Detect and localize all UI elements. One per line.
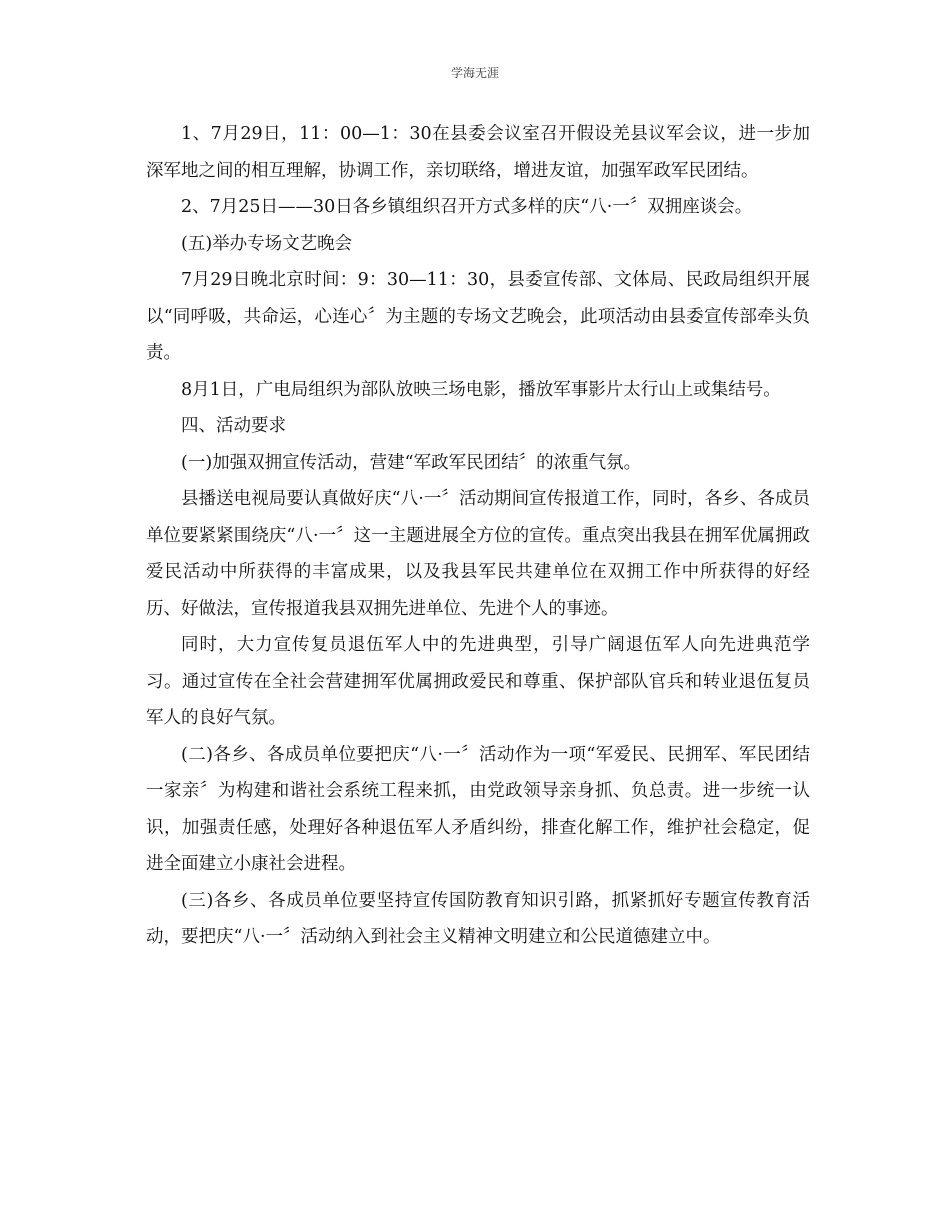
paragraph-leadership: (二)各乡、各成员单位要把庆“八·一〞活动作为一项“军爱民、民拥军、军民团结一家亲〞为构建和谐社会系统工程来抓，由党政领导亲身抓、负总责。进一步统一认识，加强责任感，处理好各种退伍军人矛盾纠纷，排查化解工作，维护社会稳定，促进全面建立小康社会进程。	[146, 744, 810, 874]
paragraph-broadcast: 县播送电视局要认真做好庆“八·一〞活动期间宣传报道工作，同时，各乡、各成员单位要紧紧围绕庆“八·一〞这一主题进展全方位的宣传。重点突出我县在拥军优属拥政爱民活动中所获得的丰富成果，以及我县军民共建单位在双拥工作中所获得的好经历、好做法，宣传报道我县双拥先进单位、先进个人的事迹。	[146, 489, 810, 619]
paragraph-meeting: 1、7月29日，11：00—1：30在县委会议室召开假设羌县议军会议，进一步加深军地之间的相互理解，协调工作，亲切联络，增进友谊，加强军政军民团结。	[146, 124, 810, 181]
section-heading-gala: (五)举办专场文艺晚会	[181, 233, 353, 254]
paragraph-forum: 2、7月25日——30日各乡镇组织召开方式多样的庆“八·一〞双拥座谈会。	[181, 197, 753, 217]
document-body	[146, 116, 810, 956]
page-header: 学海无涯	[450, 66, 499, 80]
section-heading-requirements: 四、活动要求	[181, 416, 286, 436]
paragraph-movies: 8月1日，广电局组织为部队放映三场电影，播放军事影片太行山上或集结号。	[181, 379, 781, 400]
paragraph-gala: 7月29日晚北京时间：9：30—11：30，县委宣传部、文体局、民政局组织开展以“同呼吸，共命运，心连心〞为主题的专场文艺晚会，此项活动由县委宣传部牵头负责。	[146, 270, 810, 363]
paragraph-defense-education: (三)各乡、各成员单位要坚持宣传国防教育知识引路，抓紧抓好专题宣传教育活动，要把庆“八·一〞活动纳入到社会主义精神文明建立和公民道德建立中。	[146, 890, 810, 947]
paragraph-veterans: 同时，大力宣传复员退伍军人中的先进典型，引导广阔退伍军人向先进典范学习。通过宣传在全社会营建拥军优属拥政爱民和尊重、保护部队官兵和转业退伍复员军人的良好气氛。	[146, 635, 810, 728]
subheading-publicity: (一)加强双拥宣传活动，营建“军政军民团结〞的浓重气氛。	[181, 452, 642, 473]
